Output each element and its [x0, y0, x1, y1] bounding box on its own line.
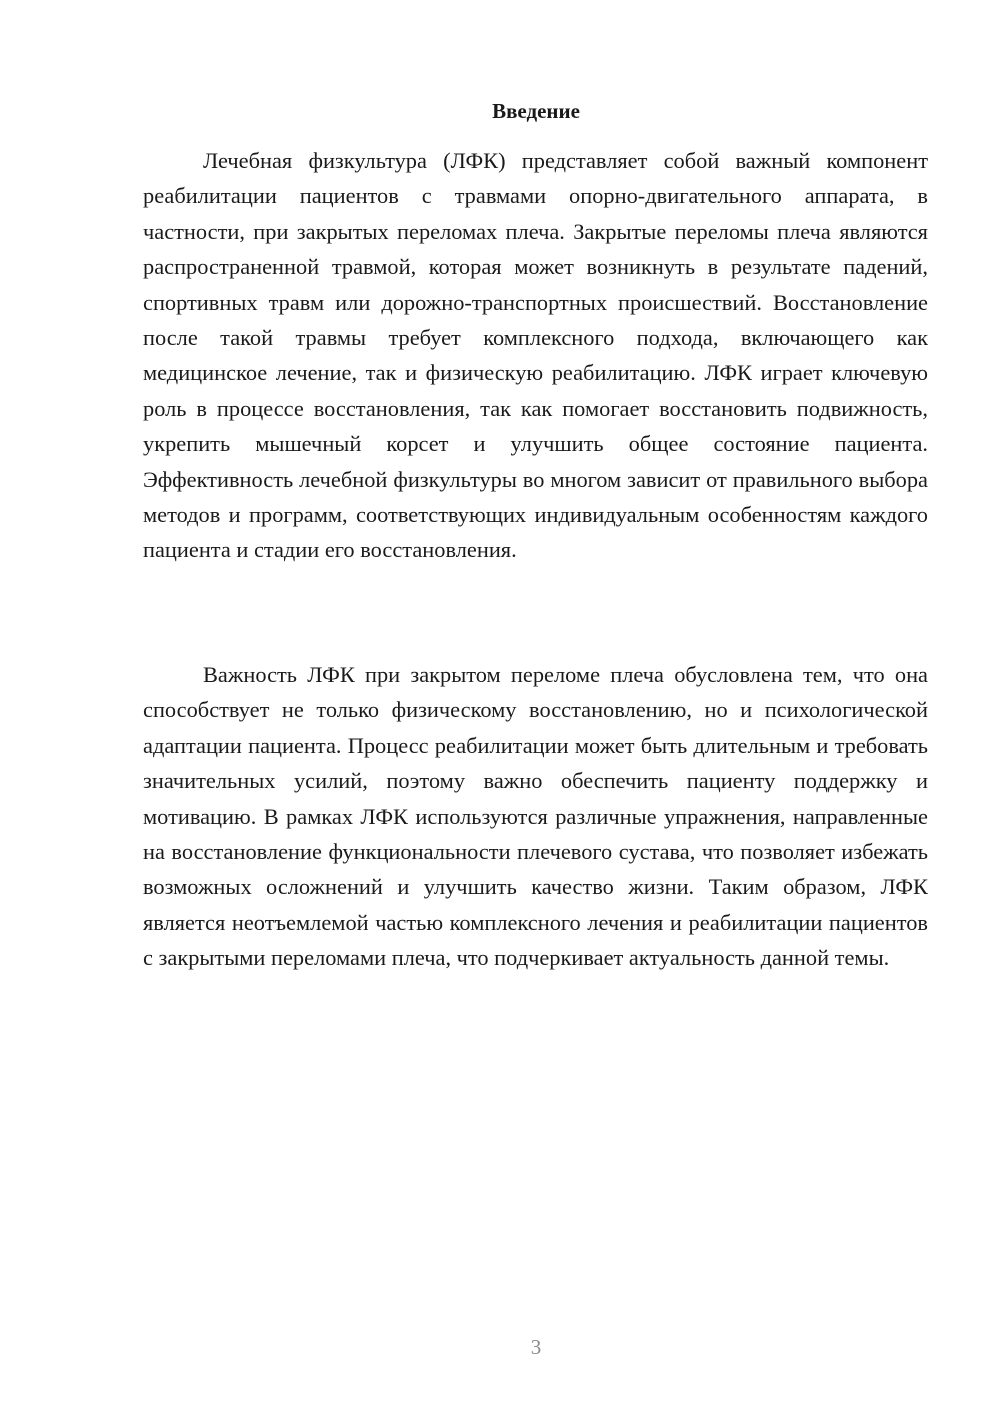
paragraph-2: Важность ЛФК при закрытом переломе плеча обусловлена тем, что она способствует не только физическому восстановлению, но и психологической адаптации пациента. Процесс реабилитации может быть длительным и требовать значительных усилий, поэтому важно обеспечить пациенту поддержку и мотивацию. В рамках ЛФК используются различные упражнения, направленные на восстановление функциональности плечевого сустава, что позволяет избежать возможных осложнений и улучшить качество жизни. Таким образом, ЛФК является неотъемлемой частью комплексного лечения и реабилитации пациентов с закрытыми переломами плеча, что подчеркивает актуальность данной темы. [143, 662, 928, 971]
section-heading: Введение [492, 99, 580, 123]
page-number: 3 [530, 1335, 542, 1359]
paragraph-2-container [143, 657, 928, 976]
paragraph-1: Лечебная физкультура (ЛФК) представляет собой важный компонент реабилитации пациентов с травмами опорно-двигательного аппарата, в частности, при закрытых переломах плеча. Закрытые переломы плеча являются распространенной травмой, которая может возникнуть в результате падений, спортивных травм или дорожно-транспортных происшествий. Восстановление после такой травмы требует комплексного подхода, включающего как медицинское лечение, так и физическую реабилитацию. ЛФК играет ключевую роль в процессе восстановления, так как помогает восстановить подвижность, укрепить мышечный корсет и улучшить общее состояние пациента. Эффективность лечебной физкультуры во многом зависит от правильного выбора методов и программ, соответствующих индивидуальным особенностям каждого пациента и стадии его восстановления. [143, 148, 928, 563]
paragraph-1-container [143, 143, 928, 568]
